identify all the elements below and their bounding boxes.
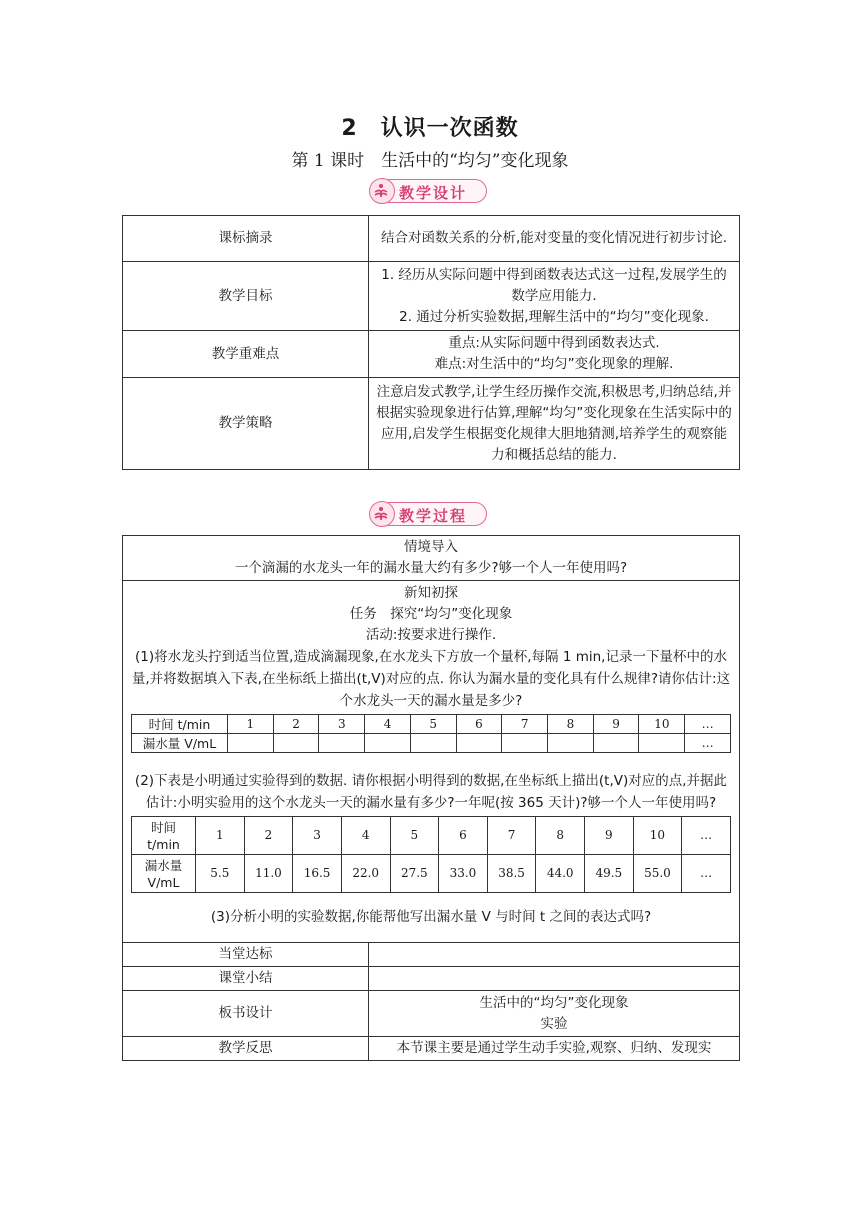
- explore-heading: 新知初探: [404, 585, 458, 601]
- volume-cell: [502, 734, 548, 753]
- time-cell: 4: [365, 715, 411, 734]
- time-cell: 3: [319, 715, 365, 734]
- volume-cell: [319, 734, 365, 753]
- volume-cell: 11.0: [244, 855, 293, 893]
- row-content: 生活中的“均匀”变化现象 实验: [369, 991, 740, 1037]
- footer-row: [123, 1037, 740, 1061]
- time-cell: 9: [593, 715, 639, 734]
- data-table-1: [131, 714, 731, 753]
- time-row: [132, 817, 731, 855]
- design-row: [123, 262, 740, 331]
- volume-cell: [548, 734, 594, 753]
- design-banner: [369, 178, 487, 204]
- time-cell: 5: [410, 715, 456, 734]
- volume-cell: 55.0: [633, 855, 682, 893]
- volume-label: 漏水量 V/mL: [132, 855, 196, 893]
- design-row: [123, 216, 740, 262]
- volume-cell: 44.0: [536, 855, 585, 893]
- row-content: 1. 经历从实际问题中得到函数表达式这一过程,发展学生的数学应用能力. 2. 通过分析实验数据,理解生活中的“均匀”变化现象.: [369, 262, 740, 331]
- row-label: 当堂达标: [123, 943, 369, 967]
- volume-cell: [228, 734, 274, 753]
- time-cell: 7: [502, 715, 548, 734]
- row-label: 课堂小结: [123, 967, 369, 991]
- volume-cell: [593, 734, 639, 753]
- time-cell: 10: [639, 715, 685, 734]
- volume-cell: [273, 734, 319, 753]
- explore-cell: [123, 581, 740, 943]
- intro-row: [123, 536, 740, 581]
- row-content: 重点:从实际问题中得到函数表达式. 难点:对生活中的“均匀”变化现象的理解.: [369, 331, 740, 378]
- question-1: (1)将水龙头拧到适当位置,造成滴漏现象,在水龙头下方放一个量杯,每隔 1 min,记录一下量杯中的水量,并将数据填入下表,在坐标纸上描出(t,V)对应的点. 你认为漏水量的变化具有什么规律?请你估计:这个水龙头一天的漏水量是多少?: [131, 649, 731, 709]
- question-3: (3)分析小明的实验数据,你能帮他写出漏水量 V 与时间 t 之间的表达式吗?: [210, 909, 652, 925]
- time-cell: …: [685, 715, 731, 734]
- time-row: [132, 715, 731, 734]
- question-2: (2)下表是小明通过实验得到的数据. 请你根据小明得到的数据,在坐标纸上描出(t,V)对应的点,并据此估计:小明实验用的这个水龙头一天的漏水量有多少?一年呢(按 365 天计)?够一个人一年使用吗?: [134, 773, 728, 811]
- row-content: 注意启发式教学,让学生经历操作交流,积极思考,归纳总结,并根据实验现象进行估算,理解“均匀”变化现象在生活实际中的应用,启发学生根据变化规律大胆地猜测,培养学生的观察能力和概括总结的能力.: [369, 378, 740, 470]
- volume-cell: 22.0: [341, 855, 390, 893]
- row-label: 教学反思: [123, 1037, 369, 1061]
- volume-cell: [639, 734, 685, 753]
- time-cell: 1: [228, 715, 274, 734]
- time-cell: 2: [273, 715, 319, 734]
- time-cell: 4: [341, 817, 390, 855]
- time-cell: …: [682, 817, 731, 855]
- design-table: [122, 215, 740, 470]
- volume-cell: …: [682, 855, 731, 893]
- time-cell: 2: [244, 817, 293, 855]
- volume-label: 漏水量 V/mL: [132, 734, 228, 753]
- volume-cell: 49.5: [585, 855, 634, 893]
- footer-row: [123, 991, 740, 1037]
- intro-heading: 情境导入: [404, 539, 458, 555]
- row-content: 本节课主要是通过学生动手实验,观察、归纳、发现实: [369, 1037, 740, 1061]
- row-label: 教学目标: [123, 262, 369, 331]
- volume-cell: [410, 734, 456, 753]
- footer-row: [123, 967, 740, 991]
- time-cell: 10: [633, 817, 682, 855]
- row-label: 课标摘录: [123, 216, 369, 262]
- time-cell: 5: [390, 817, 439, 855]
- row-label: 教学策略: [123, 378, 369, 470]
- book-icon: [369, 501, 395, 527]
- volume-row: [132, 855, 731, 893]
- row-content: [369, 967, 740, 991]
- row-label: 板书设计: [123, 991, 369, 1037]
- volume-cell: 16.5: [293, 855, 342, 893]
- volume-cell: 5.5: [196, 855, 245, 893]
- time-cell: 1: [196, 817, 245, 855]
- time-label: 时间 t/min: [132, 817, 196, 855]
- time-cell: 7: [487, 817, 536, 855]
- design-row: [123, 378, 740, 470]
- time-cell: 6: [456, 715, 502, 734]
- task-title: 任务 探究“均匀”变化现象: [349, 606, 513, 622]
- page-title: 2 认识一次函数: [341, 116, 519, 141]
- volume-cell: [456, 734, 502, 753]
- volume-row: [132, 734, 731, 753]
- lesson-subtitle: 第 1 课时 生活中的“均匀”变化现象: [291, 151, 569, 171]
- process-banner: [369, 501, 487, 527]
- volume-cell: 27.5: [390, 855, 439, 893]
- design-row: [123, 331, 740, 378]
- time-label: 时间 t/min: [132, 715, 228, 734]
- intro-cell: [123, 536, 740, 581]
- time-cell: 9: [585, 817, 634, 855]
- explore-row: [123, 581, 740, 943]
- footer-row: [123, 943, 740, 967]
- activity-text: 活动:按要求进行操作.: [365, 627, 497, 643]
- volume-cell: 33.0: [439, 855, 488, 893]
- book-icon: [369, 178, 395, 204]
- time-cell: 8: [548, 715, 594, 734]
- volume-cell: [365, 734, 411, 753]
- volume-cell: 38.5: [487, 855, 536, 893]
- data-table-2: [131, 816, 731, 893]
- row-label: 教学重难点: [123, 331, 369, 378]
- design-banner-label: 教学设计: [399, 184, 468, 202]
- time-cell: 3: [293, 817, 342, 855]
- row-content: 结合对函数关系的分析,能对变量的变化情况进行初步讨论.: [369, 216, 740, 262]
- process-table: [122, 535, 740, 1061]
- time-cell: 8: [536, 817, 585, 855]
- volume-cell: …: [685, 734, 731, 753]
- time-cell: 6: [439, 817, 488, 855]
- intro-question: 一个滴漏的水龙头一年的漏水量大约有多少?够一个人一年使用吗?: [234, 560, 628, 576]
- row-content: [369, 943, 740, 967]
- process-banner-label: 教学过程: [399, 507, 468, 525]
